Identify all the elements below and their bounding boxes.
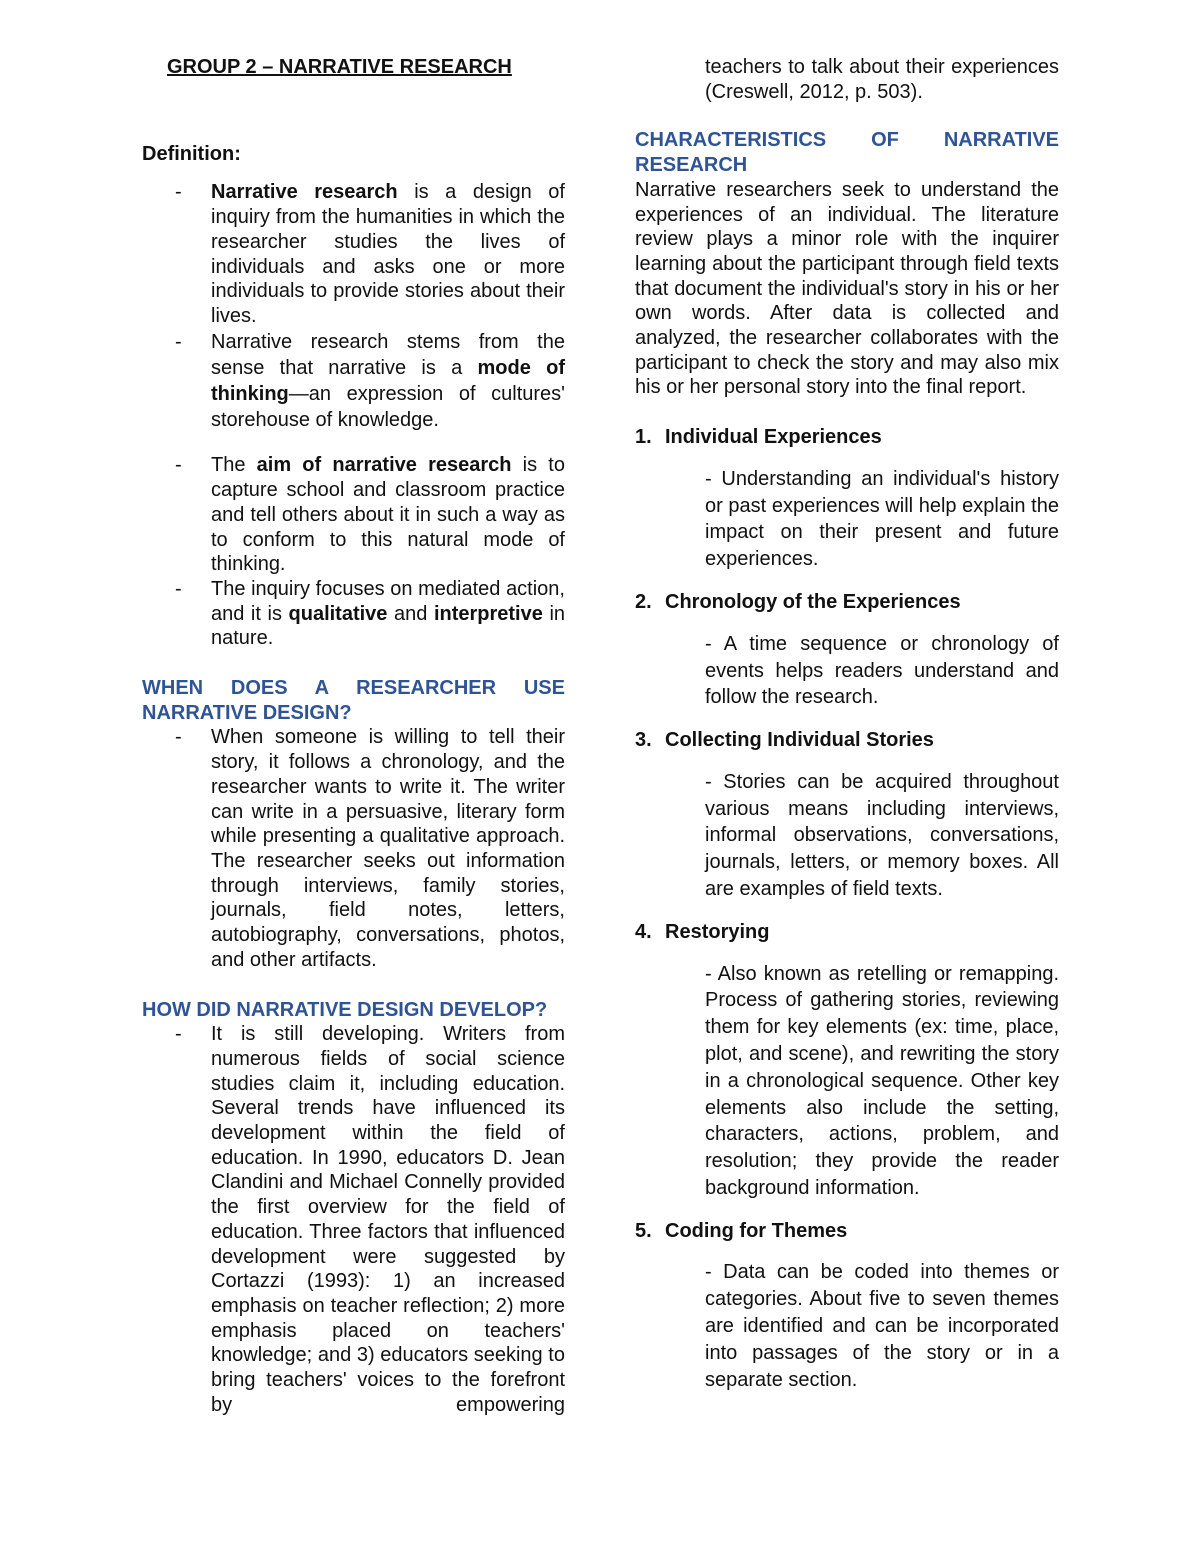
characteristic-item-1: 1. Individual Experiences - Understanding an individual's history or past experiences will help explain the impact on their present and future experiences. — [635, 425, 1059, 573]
when-heading: WHEN DOES A RESEARCHER USE NARRATIVE DESIGN? — [142, 677, 565, 724]
definition-heading: Definition: — [142, 142, 241, 165]
when-text: When someone is willing to tell their story, it follows a chronology, and the researcher wants to write it. The writer can write in a persuasive, literary form while presenting a qualitative approach. The researcher seeks out information through interviews, family stories, journals, field notes, letters, autobiography, conversations, photos, and other artifacts. — [211, 726, 565, 971]
definition-bullet-4: - The inquiry focuses on mediated action, and it is qualitative and interpretive in nature. — [142, 577, 565, 651]
document-title: GROUP 2 – NARRATIVE RESEARCH — [167, 56, 512, 78]
bullet-dash: - — [175, 330, 182, 353]
item-text: - Stories can be acquired throughout various means including interviews, informal observations, conversations, journals, letters, or memory boxes. All are examples of field texts. — [705, 770, 1059, 901]
item-heading: Individual Experiences — [665, 426, 882, 449]
definition-bullet-1: - Narrative research is a design of inquiry from the humanities in which the researcher studies the lives of individuals and asks one or more individuals to provide stories about their lives. — [142, 180, 565, 328]
item-heading: Collecting Individual Stories — [665, 729, 934, 752]
continued-text: teachers to talk about their experiences (Creswell, 2012, p. 503). — [705, 56, 1059, 103]
when-bullet — [142, 725, 565, 972]
characteristic-item-2: 2. Chronology of the Experiences - A time sequence or chronology of events helps readers understand and follow the research. — [635, 590, 1059, 711]
characteristics-heading: CHARACTERISTICS OF NARRATIVE RESEARCH — [635, 129, 1059, 177]
bullet-dash: - — [175, 181, 182, 204]
item-heading: Chronology of the Experiences — [665, 591, 961, 614]
item-text: - Understanding an individual's history or past experiences will help explain the impact on their present and future experiences. — [705, 467, 1059, 571]
item-heading: Restorying — [665, 920, 770, 943]
bullet-dash: - — [175, 454, 182, 477]
characteristic-item-5: 5. Coding for Themes - Data can be coded into themes or categories. About five to seven themes are identified and can be incorporated into passages of the story or in a separate section. — [635, 1219, 1059, 1394]
characteristics-intro: Narrative researchers seek to understand the experiences of an individual. The literature review plays a minor role with the inquirer learning about the participant through field texts that document the individual's story in his or her own words. After data is collected and analyzed, the researcher collaborates with the participant to check the story and may also mix his or her personal story into the final report. — [635, 178, 1059, 399]
right-column — [635, 55, 1059, 1393]
bullet-dash: - — [175, 577, 182, 600]
item-text: - Also known as retelling or remapping. Process of gathering stories, reviewing them for key elements (ex: time, place, plot, and scene), and rewriting the story in a chronological sequence. Other key elements also include the setting, characters, actions, problem, and resolution; they provide the reader background information. — [705, 962, 1059, 1199]
characteristic-item-3: 3. Collecting Individual Stories - Stories can be acquired throughout various means including interviews, informal observations, conversations, journals, letters, or memory boxes. All are examples of field texts. — [635, 728, 1059, 903]
item-text: - Data can be coded into themes or categories. About five to seven themes are identified and can be incorporated into passages of the story or in a separate section. — [705, 1261, 1059, 1391]
definition-bullet-3: - The aim of narrative research is to capture school and classroom practice and tell others about it in such a way as to conform to this natural mode of thinking. — [142, 453, 565, 577]
left-column — [142, 55, 565, 1417]
item-heading: Coding for Themes — [665, 1219, 848, 1242]
bullet-dash: - — [175, 1023, 182, 1046]
definition-bullet-2: - Narrative research stems from the sense that narrative is a mode of thinking—an expression of cultures' storehouse of knowledge. — [142, 329, 565, 434]
bullet-dash: - — [175, 726, 182, 749]
how-text: It is still developing. Writers from numerous fields of social science studies claim it, including education. Several trends have influenced its development within the field of education. In 1990, educators D. Jean Clandini and Michael Connelly provided the first overview for the field of education. Three factors that influenced development were suggested by Cortazzi (1993): 1) an increased emphasis on teacher reflection; 2) more emphasis placed on teachers' knowledge; and 3) educators seeking to bring teachers' voices to the forefront by empowering — [211, 1023, 565, 1416]
characteristic-item-4: 4. Restorying - Also known as retelling or remapping. Process of gathering stories, reviewing them for key elements (ex: time, place, plot, and scene), and rewriting the story in a chronological sequence. Other key elements also include the setting, characters, actions, problem, and resolution; they provide the reader background information. — [635, 920, 1059, 1202]
item-text: - A time sequence or chronology of events helps readers understand and follow the research. — [705, 632, 1059, 709]
how-heading: HOW DID NARRATIVE DESIGN DEVELOP? — [142, 998, 548, 1021]
how-bullet — [142, 1022, 565, 1417]
